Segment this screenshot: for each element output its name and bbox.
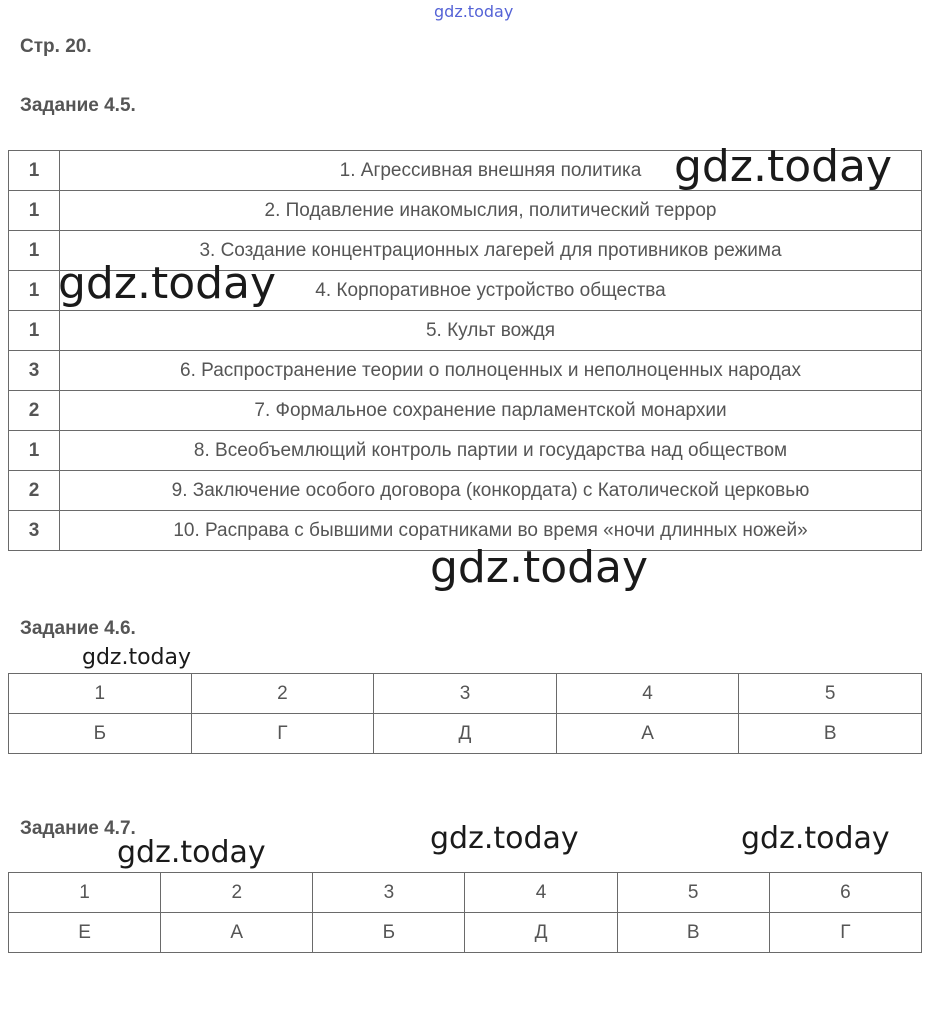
watermark-top: gdz.today: [434, 2, 514, 21]
row-text: 8. Всеобъемлющий контроль партии и государства над обществом: [60, 431, 922, 471]
row-number: 3: [9, 511, 60, 551]
row-number: 1: [9, 311, 60, 351]
answer-cell: В: [617, 913, 769, 953]
answer-cell: Г: [191, 714, 374, 754]
row-text: 1. Агрессивная внешняя политика: [60, 151, 922, 191]
task-4-6-table: [8, 673, 922, 754]
table-header-row: [9, 674, 922, 714]
task-4-5-title: Задание 4.5.: [20, 95, 136, 116]
header-cell: 3: [313, 873, 465, 913]
header-cell: 2: [191, 674, 374, 714]
page-number: Стр. 20.: [20, 36, 92, 57]
row-text: 9. Заключение особого договора (конкордата) с Католической церковью: [60, 471, 922, 511]
watermark: gdz.today: [58, 258, 277, 309]
row-text: 10. Расправа с бывшими соратниками во время «ночи длинных ножей»: [60, 511, 922, 551]
row-number: 1: [9, 271, 60, 311]
table-row: [9, 391, 922, 431]
watermark: gdz.today: [117, 835, 266, 870]
header-cell: 4: [556, 674, 739, 714]
row-number: 1: [9, 231, 60, 271]
header-cell: 5: [739, 674, 922, 714]
row-number: 1: [9, 151, 60, 191]
watermark: gdz.today: [430, 821, 579, 856]
row-number: 3: [9, 351, 60, 391]
header-cell: 4: [465, 873, 617, 913]
header-cell: 1: [9, 674, 192, 714]
table-row: [9, 351, 922, 391]
answer-cell: В: [739, 714, 922, 754]
task-4-7-table: [8, 872, 922, 953]
table-answer-row: [9, 714, 922, 754]
table-row: [9, 311, 922, 351]
watermark: gdz.today: [741, 821, 890, 856]
row-text: 3. Создание концентрационных лагерей для противников режима: [60, 231, 922, 271]
header-cell: 3: [374, 674, 557, 714]
table-row: [9, 431, 922, 471]
answer-cell: Д: [465, 913, 617, 953]
row-text: 7. Формальное сохранение парламентской монархии: [60, 391, 922, 431]
watermark: gdz.today: [82, 645, 192, 670]
table-row: [9, 191, 922, 231]
row-text: 2. Подавление инакомыслия, политический террор: [60, 191, 922, 231]
answer-cell: Б: [313, 913, 465, 953]
answer-cell: А: [556, 714, 739, 754]
answer-cell: Б: [9, 714, 192, 754]
row-number: 2: [9, 391, 60, 431]
answer-cell: А: [161, 913, 313, 953]
table-header-row: [9, 873, 922, 913]
row-number: 1: [9, 191, 60, 231]
watermark: gdz.today: [674, 141, 893, 192]
row-text: 6. Распространение теории о полноценных и неполноценных народах: [60, 351, 922, 391]
answer-cell: Г: [769, 913, 921, 953]
header-cell: 1: [9, 873, 161, 913]
task-4-5-table: [8, 150, 922, 551]
row-text: 5. Культ вождя: [60, 311, 922, 351]
task-4-7-title: Задание 4.7.: [20, 818, 136, 839]
table-row: [9, 471, 922, 511]
task-4-6-title: Задание 4.6.: [20, 618, 136, 639]
answer-cell: Д: [374, 714, 557, 754]
row-text: 4. Корпоративное устройство общества: [60, 271, 922, 311]
header-cell: 2: [161, 873, 313, 913]
table-answer-row: [9, 913, 922, 953]
watermark: gdz.today: [430, 542, 649, 593]
header-cell: 5: [617, 873, 769, 913]
row-number: 1: [9, 431, 60, 471]
row-number: 2: [9, 471, 60, 511]
answer-cell: Е: [9, 913, 161, 953]
header-cell: 6: [769, 873, 921, 913]
